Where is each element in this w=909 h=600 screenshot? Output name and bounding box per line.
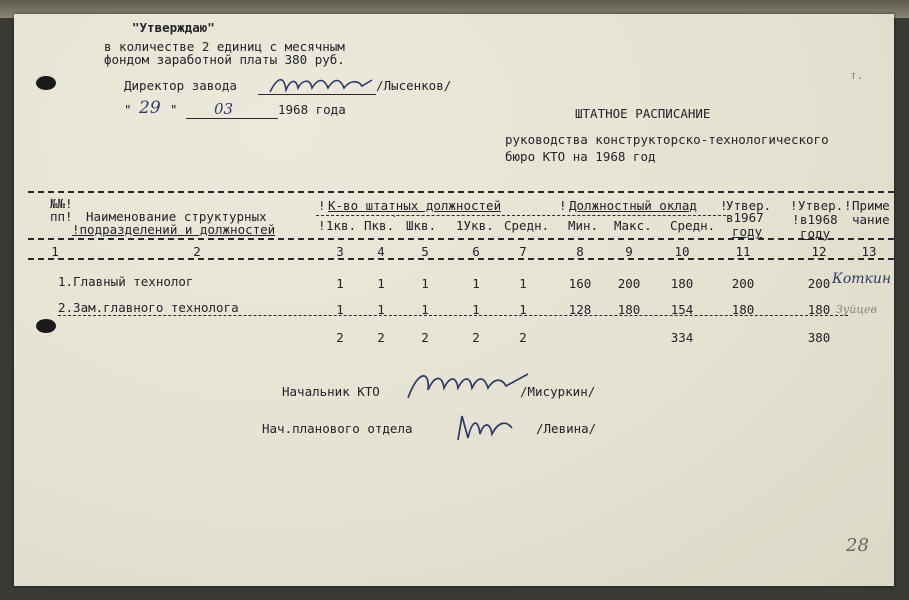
- date-quote-open: ": [124, 102, 132, 117]
- subheader-q4: 1Укв.: [456, 218, 494, 233]
- subheader-avg-count: Средн.: [504, 218, 550, 233]
- header-bang: !: [792, 212, 800, 227]
- col-number: 6: [472, 244, 480, 259]
- row-2-cell: 1: [336, 302, 344, 317]
- col-name-header-1: Наименование структурных: [86, 209, 267, 224]
- approval-title: "Утверждаю": [132, 20, 215, 35]
- row-1-cell: 200: [807, 276, 831, 291]
- page-number-mark: 28: [846, 535, 869, 556]
- subheader-q2: Пкв.: [364, 218, 395, 233]
- header-bang: !: [318, 218, 326, 233]
- total-cell: 2: [377, 330, 385, 345]
- planning-head-signature: [452, 410, 518, 444]
- total-cell: 2: [472, 330, 480, 345]
- approval-line-1: в количестве 2 единиц с месячным: [104, 39, 345, 54]
- row-1-cell: 160: [568, 276, 592, 291]
- document-page: [14, 14, 894, 586]
- date-month-line: [186, 118, 278, 119]
- subheader-q3: Шкв.: [406, 218, 437, 233]
- approval-line-2: фондом заработной платы 380 руб.: [104, 52, 345, 67]
- row-2-cell: 180: [617, 302, 641, 317]
- director-label: Директор завода: [124, 78, 237, 93]
- row-2-cell: 1: [421, 302, 429, 317]
- date-month: 03: [214, 100, 234, 118]
- row-1-cell: 200: [617, 276, 641, 291]
- row-2-cell: 1: [472, 302, 480, 317]
- row-2-cell: 1: [519, 302, 527, 317]
- col-number: 4: [377, 244, 385, 259]
- col-number: 11: [735, 244, 751, 259]
- date-day: 29: [139, 98, 161, 118]
- col-name-header-2: !подразделений и должностей: [72, 222, 276, 237]
- subheader-min: Мин.: [568, 218, 599, 233]
- col-number: 5: [421, 244, 429, 259]
- planning-head-label: Нач.планового отдела: [262, 421, 413, 436]
- row-1-note: Коткин: [832, 271, 892, 287]
- col-1968-header-2: в1968: [800, 212, 838, 227]
- director-signature: [266, 72, 378, 98]
- row-2-note: Зуйцев: [836, 303, 877, 316]
- col-1967-header-2: в1967: [726, 210, 764, 225]
- row-1-cell: 1: [472, 276, 480, 291]
- total-cell: 2: [519, 330, 527, 345]
- row-1-cell: 1: [519, 276, 527, 291]
- col-number: 2: [193, 244, 201, 259]
- director-name: /Лысенков/: [376, 78, 452, 93]
- col-1968-header-1: Утвер.: [798, 198, 844, 213]
- row-1-name: 1.Главный технолог: [58, 274, 194, 289]
- row-1-cell: 1: [377, 276, 385, 291]
- row-2-cell: 180: [731, 302, 755, 317]
- table-header-rule: [28, 238, 894, 240]
- header-bang: !: [790, 198, 798, 213]
- row-2-name: 2.Зам.главного технолога: [58, 300, 239, 315]
- group-salary-header: Должностный оклад: [569, 198, 697, 213]
- row-2-cell: 180: [807, 302, 831, 317]
- table-top-rule: [28, 191, 894, 193]
- kto-head-label: Начальник КТО: [282, 384, 380, 399]
- col-number: 9: [625, 244, 633, 259]
- header-bang: !: [720, 198, 728, 213]
- col-number: 8: [576, 244, 584, 259]
- subheader-avg-salary: Средн.: [670, 218, 716, 233]
- col-number: 10: [674, 244, 690, 259]
- date-quote-close: ": [170, 102, 178, 117]
- corner-mark: т.: [850, 69, 864, 82]
- kto-head-name: /Мисуркин/: [520, 384, 596, 399]
- date-year: 1968 года: [278, 102, 346, 117]
- col-number: 13: [861, 244, 877, 259]
- col-note-header-2: чание: [852, 212, 890, 227]
- row-1-cell: 180: [670, 276, 694, 291]
- col-number: 3: [336, 244, 344, 259]
- total-cell: 2: [336, 330, 344, 345]
- total-cell: 334: [670, 330, 694, 345]
- document-subtitle-2: бюро КТО на 1968 год: [505, 149, 656, 164]
- col-no-header-2: пп!: [50, 209, 73, 224]
- row-1-cell: 1: [421, 276, 429, 291]
- col-number: 1: [51, 244, 59, 259]
- header-bang: !: [318, 198, 326, 213]
- col-no-header-1: №№!: [50, 196, 73, 211]
- row-1-cell: 200: [731, 276, 755, 291]
- total-cell: 2: [421, 330, 429, 345]
- group-count-header: К-во штатных должностей: [328, 198, 502, 213]
- row-2-cell: 128: [568, 302, 592, 317]
- kto-head-signature: [404, 368, 532, 406]
- document-subtitle-1: руководства конструкторско-технологического: [505, 132, 829, 147]
- row-1-cell: 1: [336, 276, 344, 291]
- document-title: ШТАТНОЕ РАСПИСАНИЕ: [575, 106, 711, 121]
- col-number: 12: [811, 244, 827, 259]
- subheader-max: Макс.: [614, 218, 652, 233]
- header-bang: !: [559, 198, 567, 213]
- table-group-rule: [316, 215, 726, 216]
- punch-hole: [36, 319, 56, 333]
- header-bang: !: [844, 198, 852, 213]
- col-number: 7: [519, 244, 527, 259]
- col-1968-header-3: году: [800, 226, 831, 241]
- row-2-cell: 1: [377, 302, 385, 317]
- col-note-header-1: Приме: [852, 198, 890, 213]
- planning-head-name: /Левина/: [536, 421, 597, 436]
- col-1967-header-1: Утвер.: [726, 198, 772, 213]
- subheader-q1: 1кв.: [326, 218, 357, 233]
- punch-hole: [36, 76, 56, 90]
- total-cell: 380: [807, 330, 831, 345]
- row-2-cell: 154: [670, 302, 694, 317]
- col-1967-header-3: году: [732, 224, 763, 239]
